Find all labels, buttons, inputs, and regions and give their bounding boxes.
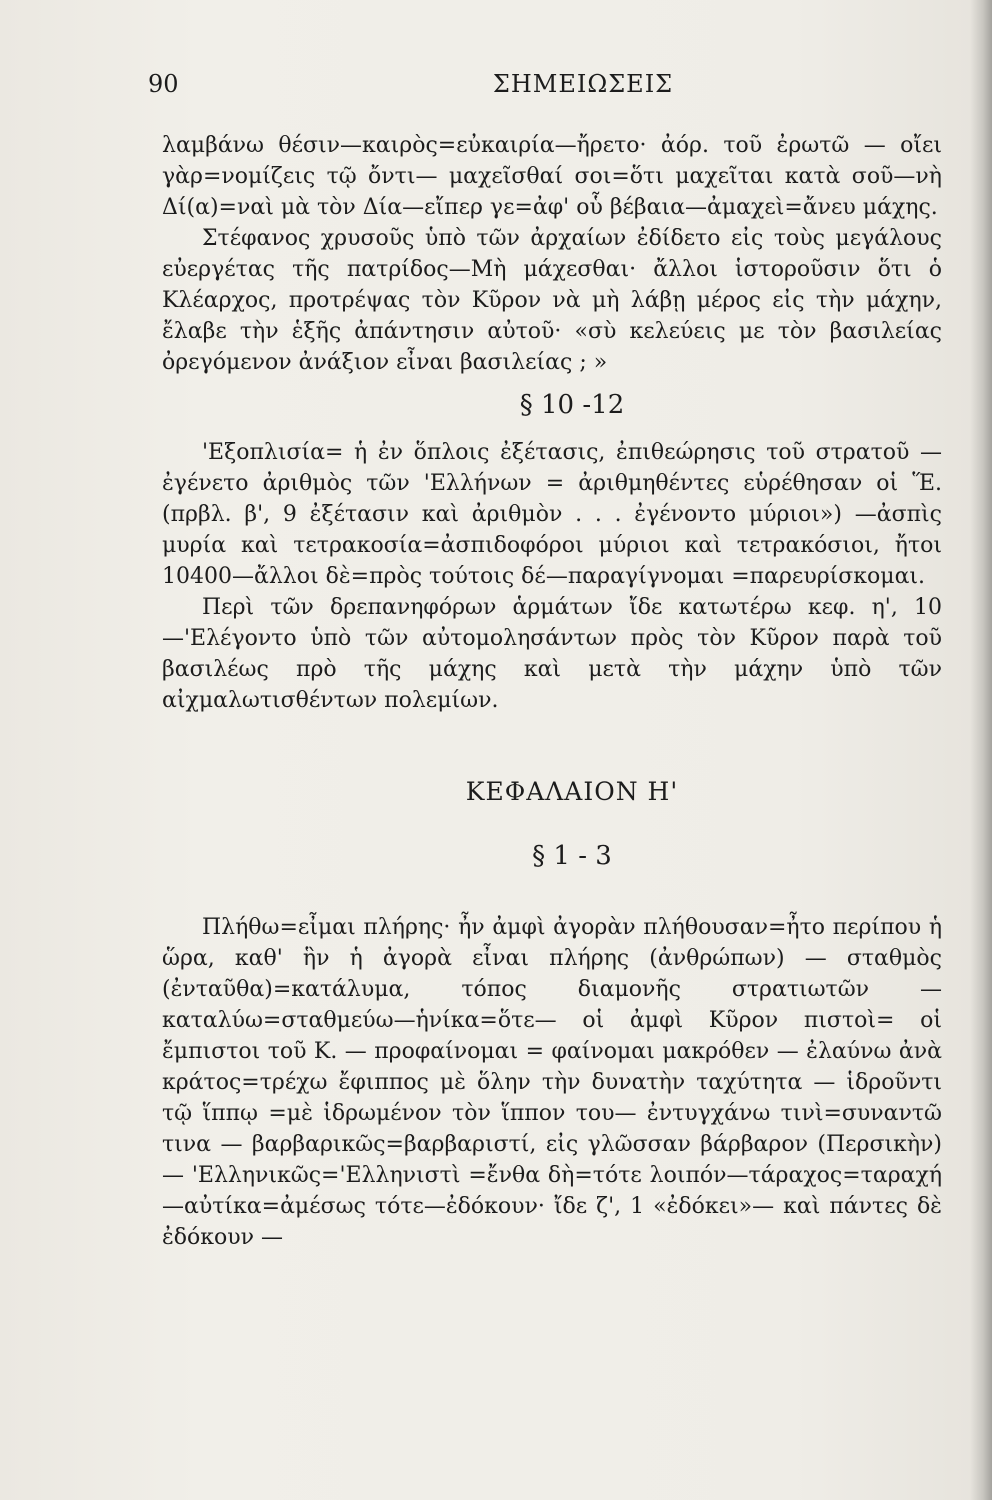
body-text (162, 130, 942, 1253)
page-edge-shadow (970, 0, 992, 1500)
running-head: ΣΗΜΕΙΩΣΕΙΣ (492, 70, 674, 98)
paragraph-4: Περὶ τῶν δρεπανηφόρων ἁρμάτων ἴδε κατωτέρω κεφ. η', 10—'Ελέγοντο ὑπὸ τῶν αὐτομολησάντων πρὸς τὸν Κῦρον παρὰ τοῦ βασιλέως πρὸ τῆς μάχης καὶ μετὰ τὴν μάχην ὑπὸ τῶν αἰχμαλωτισθέντων πολεμίων. (162, 595, 942, 713)
section-heading-10-12: § 10 -12 (519, 390, 625, 420)
paragraph-1: λαμβάνω θέσιν—καιρὸς=εὐκαιρία—ἤρετο· ἀόρ. τοῦ ἐρωτῶ — οἴει γὰρ=νομίζεις τῷ ὄντι— μαχεῖσθαί σοι=ὅτι μαχεῖται κατὰ σοῦ—νὴ Δί(α)=ναὶ μὰ τὸν Δία—εἴπερ γε=ἀφ' οὗ βέβαια—ἀμαχεὶ=ἄνευ μάχης. (162, 133, 942, 220)
chapter-heading: ΚΕΦΑΛΑΙΟΝ Η' (465, 777, 679, 806)
page-header (148, 70, 928, 110)
paragraph-3: 'Εξοπλισία= ἡ ἐν ὅπλοις ἐξέτασις, ἐπιθεώρησις τοῦ στρατοῦ —ἐγένετο ἀριθμὸς τῶν 'Ελλήνων = ἀριθμηθέντες εὑρέθησαν οἱ Ἕ. (πρβλ. β', 9 ἐξέτασιν καὶ ἀριθμὸν . . . ἐγένοντο μύριοι») —ἀσπὶς μυρία καὶ τετρακοσία=ἀσπιδοφόροι μύριοι καὶ τετρακόσιοι, ἤτοι 10400—ἄλλοι δὲ=πρὸς τούτοις δέ—παραγίγνομαι =παρευρίσκομαι. (162, 440, 942, 589)
section-heading-1-3: § 1 - 3 (532, 841, 612, 871)
paragraph-2: Στέφανος χρυσοῦς ὑπὸ τῶν ἀρχαίων ἐδίδετο εἰς τοὺς μεγάλους εὐεργέτας τῆς πατρίδος—Μὴ μάχεσθαι· ἄλλοι ἱστοροῦσιν ὅτι ὁ Κλέαρχος, προτρέψας τὸν Κῦρον νὰ μὴ λάβῃ μέρος εἰς τὴν μάχην, ἔλαβε τὴν ἑξῆς ἀπάντησιν αὐτοῦ· «σὺ κελεύεις με τὸν βασιλείας ὀρεγόμενον ἀνάξιον εἶναι βασιλείας ; » (162, 226, 942, 375)
page-number: 90 (148, 70, 179, 98)
paragraph-5: Πλήθω=εἶμαι πλήρης· ἦν ἀμφὶ ἀγορὰν πλήθουσαν=ἦτο περίπου ἡ ὥρα, καθ' ἣν ἡ ἀγορὰ εἶναι πλήρης (ἀνθρώπων) — σταθμὸς (ἐνταῦθα)=κατάλυμα, τόπος διαμονῆς στρατιωτῶν — καταλύω=σταθμεύω—ἡνίκα=ὅτε— οἱ ἀμφὶ Κῦρον πιστοὶ= οἱ ἔμπιστοι τοῦ Κ. — προφαίνομαι = φαίνομαι μακρόθεν — ἐλαύνω ἀνὰ κράτος=τρέχω ἔφιππος μὲ ὅλην τὴν δυνατὴν ταχύτητα — ἱδροῦντι τῷ ἵππῳ =μὲ ἱδρωμένον τὸν ἵππον του— ἐντυγχάνω τινὶ=συναντῶ τινα — βαρβαρικῶς=βαρβαριστί, εἰς γλῶσσαν βάρβαρον (Περσικὴν) — 'Ελληνικῶς='Ελληνιστὶ =ἔνθα δὴ=τότε λοιπόν—τάραχος=ταραχή—αὐτίκα=ἀμέσως τότε—ἐδόκουν· ἴδε ζ', 1 «ἐδόκει»— καὶ πάντες δὲ ἐδόκουν — (162, 915, 942, 1250)
